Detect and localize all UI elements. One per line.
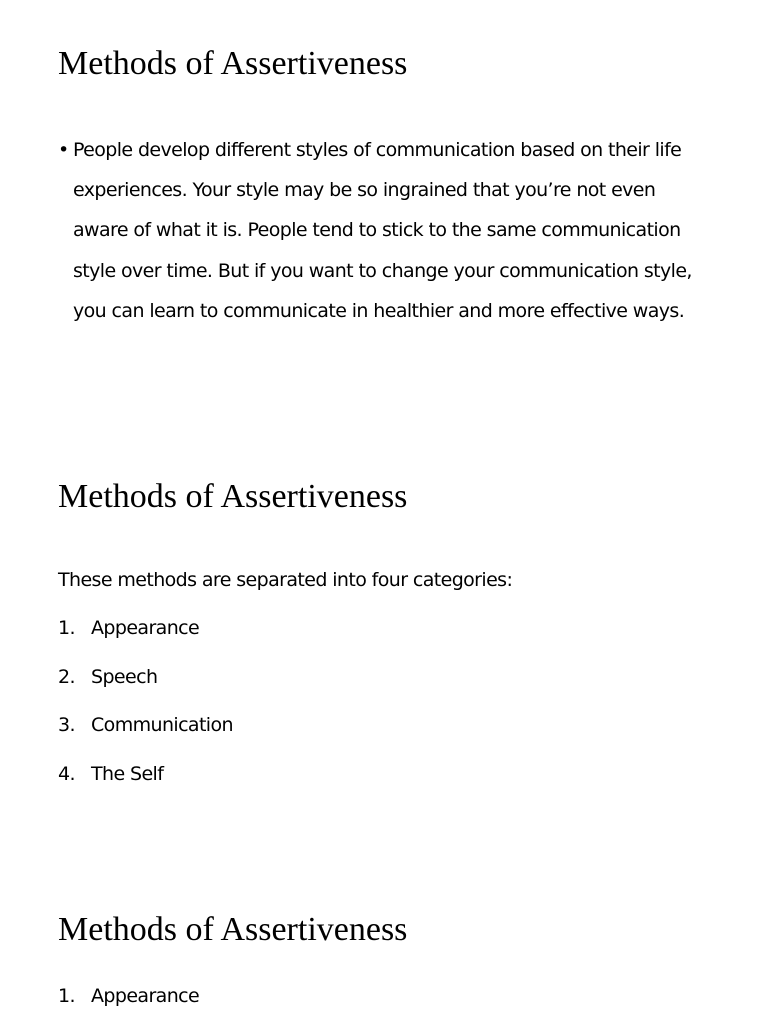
bullet-dot-icon: • (58, 139, 70, 161)
list-item-number: 1. (58, 985, 75, 1007)
list-item-label: Communication (91, 714, 233, 736)
list-item-number: 1. (58, 617, 75, 639)
list-item-label: Appearance (91, 617, 200, 639)
list-item (58, 663, 233, 712)
list-item-number: 3. (58, 714, 75, 736)
list-item-label: Appearance (91, 985, 200, 1007)
list-item-number: 2. (58, 665, 75, 688)
list-item-label: Speech (91, 665, 158, 688)
slide-2-intro: These methods are separated into four categories: (58, 569, 513, 591)
list-item (58, 614, 233, 663)
slide-1-bullet (58, 130, 708, 331)
list-item (58, 760, 233, 809)
list-item-label: The Self (91, 762, 164, 785)
slide-2-title: Methods of Assertiveness (58, 478, 408, 515)
slide-1-title: Methods of Assertiveness (58, 45, 408, 82)
list-item (58, 711, 233, 760)
list-item (58, 982, 199, 1024)
slide-2-category-list (58, 614, 233, 808)
slide-1-bullet-text: People develop different styles of communication based on their life experiences. Your style may be so ingrained that you’re not even aware of what it is. People tend to stick to the same communication style over time. But if you want to change your communication style, you can learn to communicate in healthier and more effective ways. (73, 139, 692, 322)
list-item-number: 4. (58, 762, 75, 785)
slide-3-title: Methods of Assertiveness (58, 911, 408, 948)
slide-3-list (58, 982, 199, 1024)
